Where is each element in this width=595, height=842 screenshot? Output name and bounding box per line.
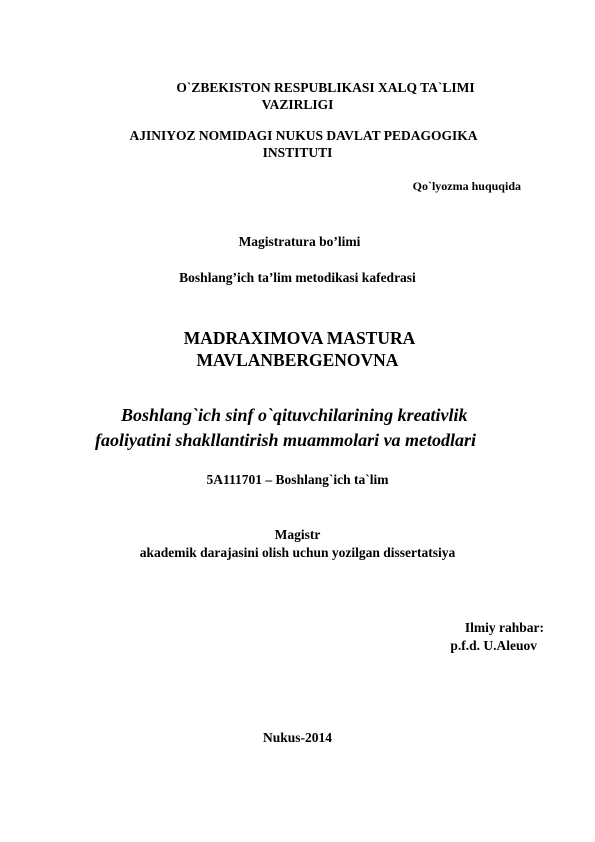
specialty-code: 5A111701 – Boshlang`ich ta`lim [206, 472, 389, 487]
degree-line2: akademik darajasini olish uchun yozilgan dissertatsiya [139, 545, 456, 560]
author-name-line1: MADRAXIMOVA MASTURA [183, 328, 416, 348]
thesis-title-line2: faoliyatini shakllantirish muammolari va metodlari [95, 430, 477, 450]
ministry-name-line2: VAZIRLIGI [261, 97, 334, 112]
manuscript-rights-note: Qo`lyozma huquqida [412, 179, 521, 193]
institute-name-line2: INSTITUTI [262, 145, 333, 160]
supervisor-name: p.f.d. U.Aleuov [450, 638, 537, 653]
chair-name: Boshlang’ich ta’lim metodikasi kafedrasi [179, 270, 416, 285]
division-name: Magistratura bo’limi [238, 234, 361, 249]
thesis-title-line1: Boshlang`ich sinf o`qituvchilarining kreativlik [121, 405, 468, 425]
ministry-name-line1: O`ZBEKISTON RESPUBLIKASI XALQ TA`LIMI [176, 80, 475, 95]
city-year: Nukus-2014 [262, 730, 333, 745]
supervisor-label: Ilmiy rahbar: [464, 620, 544, 635]
institute-name-line1: AJINIYOZ NOMIDAGI NUKUS DAVLAT PEDAGOGIKA [129, 128, 478, 143]
author-name-line2: MAVLANBERGENOVNA [196, 350, 399, 370]
degree-line1: Magistr [274, 527, 321, 542]
